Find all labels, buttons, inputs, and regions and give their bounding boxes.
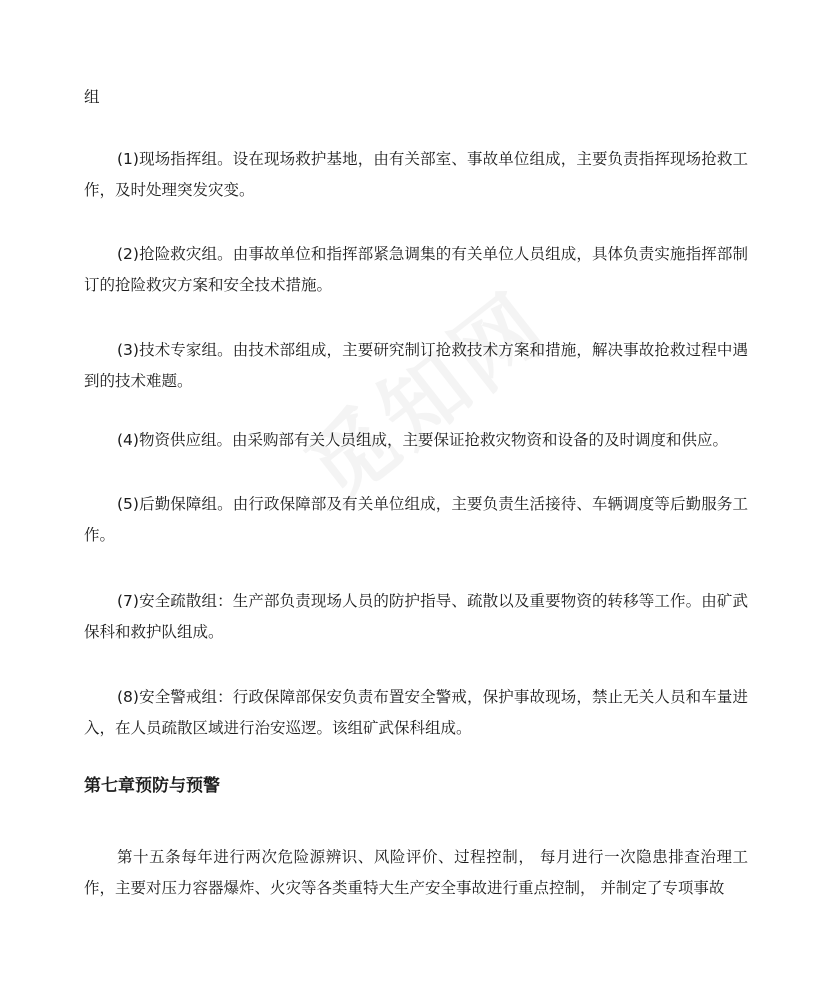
paragraph-tech-experts: (3)技术专家组。由技术部组成，主要研究制订抢救技术方案和措施，解决事故抢救过程中遇到的技术难题。	[84, 341, 748, 390]
paragraph-security: (8)安全警戒组：行政保障部保安负责布置安全警戒，保护事故现场，禁止无关人员和车量进入，在人员疏散区域进行治安巡逻。该组矿武保科组成。	[84, 688, 748, 737]
paragraph-evacuation: (7)安全疏散组：生产部负责现场人员的防护指导、疏散以及重要物资的转移等工作。由矿武保科和救护队组成。	[84, 592, 748, 641]
paragraph-article-15: 第十五条每年进行两次危险源辨识、风险评价、过程控制， 每月进行一次隐患排查治理工作，主要对压力容器爆炸、火灾等各类重特大生产安全事故进行重点控制， 并制定了专项事故	[84, 848, 748, 897]
fragment-top: 组	[84, 88, 100, 106]
paragraph-supplies: (4)物资供应组。由采购部有关人员组成，主要保证抢救灾物资和设备的及时调度和供应。	[117, 431, 728, 449]
paragraph-rescue: (2)抢险救灾组。由事故单位和指挥部紧急调集的有关单位人员组成，具体负责实施指挥部制订的抢险救灾方案和安全技术措施。	[84, 245, 748, 294]
chapter-heading: 第七章预防与预警	[84, 776, 220, 796]
paragraph-field-command: (1)现场指挥组。设在现场救护基地，由有关部室、事故单位组成，主要负责指挥现场抢救工作，及时处理突发灾变。	[84, 150, 748, 199]
paragraph-logistics: (5)后勤保障组。由行政保障部及有关单位组成，主要负责生活接待、车辆调度等后勤服务工作。	[84, 495, 748, 544]
